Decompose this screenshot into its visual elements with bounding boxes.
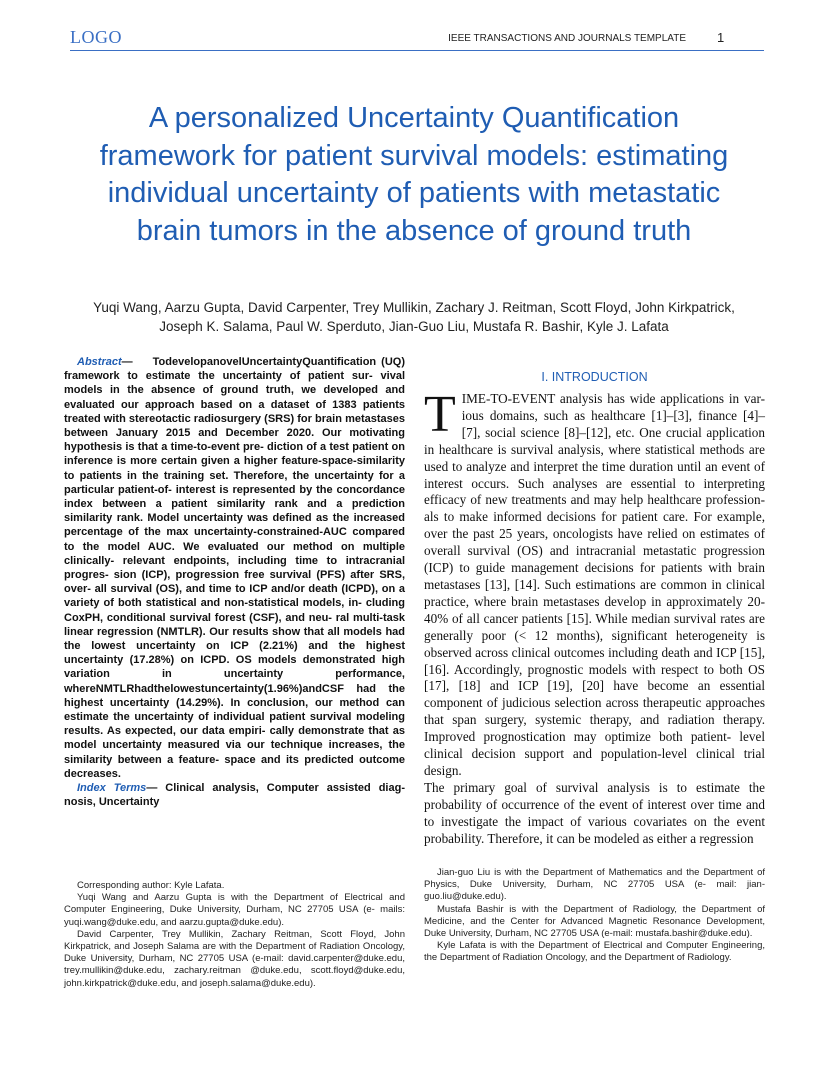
intro-lead-words: IME-TO-EVENT (461, 391, 556, 406)
journal-logo: LOGO (70, 27, 122, 47)
drop-cap: T (424, 386, 456, 443)
footnotes-right (424, 867, 765, 965)
intro-text-1: analysis has wide applications in var- ious domains, such as healthcare [1]–[3], finance [4]– [7], social science [8]–[12], etc. One crucial application in healthcare is survival analysis, where statistical methods are used to analyze and interpret the time duration until an event of interest occurs. Such analyses are essential to interpreting efficacy of new treatments and may help healthcare profession- als to make informed decisions for patient care. For example, over the past 25 years, oncologists have relied on estimates of overall survival (OS) and intracranial metastatic progression (ICP) to guide management decisions for patients with brain metastases [13], [14]. Such estimations are common in clinical practice, where brain metastases develop in approximately 20- 40% of all cancer patients [15]. While median survival rates are generally poor (< 12 months), significant heterogeneity is observed across clinical outcomes including death and ICP [15], [16]. Accordingly, prognostic models with respect to both OS [17], [18] and ICP [19], [20] have become an essential component of judicious selection across therapeutic approaches that span surgery, systemic therapy, and radiation therapy. Improved prognostication may optimize both patient- level clinical decision support and population-level clinical trial design. (424, 391, 765, 778)
footnote: Yuqi Wang and Aarzu Gupta is with the Department of Electrical and Computer Engineering, Duke University, Durham, NC 27705 USA (e- mails: yuqi.wang@duke.edu, and aarzu.gupta@duke.edu). (64, 892, 405, 928)
intro-paragraph-1 (424, 386, 765, 780)
index-terms (64, 781, 405, 809)
intro-paragraph-2: The primary goal of survival analysis is to estimate the probability of occurrence of the event of interest over time and to investigate the impact of various covariates on the event probability. Therefore, it can be modeled as either a regression (424, 779, 765, 846)
index-terms-dash: — (146, 782, 158, 795)
paper-title: A personalized Uncertainty Quantification framework for patient survival models: estimating individual uncertainty of patients with metastatic brain tumors in the absence of ground truth (99, 102, 729, 247)
header-rule (70, 50, 764, 51)
footnote: Jian-guo Liu is with the Department of Mathematics and the Department of Physics, Duke University, Durham, NC 27705 USA (e- mail: jian-guo.liu@duke.edu). (424, 867, 765, 903)
footnotes-left (64, 880, 405, 990)
abstract-text: TodevelopanovelUncertaintyQuantification (UQ) framework to estimate the uncertainty of patient sur- vival models in the absence of ground truth, we developed and evaluated our approach based on a dataset of 1383 patients treated with stereotactic radiosurgery (SRS) for brain metastases between January 2015 and December 2020. Our motivating hypothesis is that a time-to-event pre- diction of a test patient on inference is more certain given a higher feature-space-similarity to patients in the training set. Therefore, the uncertainty for a particular patient-of- interest is represented by the concordance index between a patient similarity rank and a prediction similarity rank. Model uncertainty was defined as the increased percentage of the max uncertainty-constrained-AUC compared to the model AUC. We evaluated our method on multiple clinically- relevant endpoints, including time to intracranial progres- sion (ICP), progression free survival (PFS) after SRS, over- all survival (OS), and time to ICP and/or death (ICPD), on a variety of both statistical and non-statistical models, in- cluding CoxPH, conditional survival forest (CSF), and neu- ral multi-task linear regression (NMTLR). Our results show that all models had the lowest uncertainty on ICP (2.21%) and the highest uncertainty (17.28%) on ICPD. OS models demonstrated high variation in uncertainty performance, whereNMTLRhadthelowestuncertainty(1.96%)andCSF had the highest uncertainty (14.29%). In conclusion, our method can estimate the uncertainty of individual patient survival modeling results. As expected, our data empiri- cally demonstrate that as model uncertainty measured via our technique increases, the similarity between a feature- space and its predicted outcome decreases. (64, 356, 405, 780)
left-column (64, 355, 405, 810)
author-list: Yuqi Wang, Aarzu Gupta, David Carpenter, Trey Mullikin, Zachary J. Reitman, Scott Floyd, John Kirkpatrick, Joseph K. Salama, Paul W. Sperduto, Jian-Guo Liu, Mustafa R. Bashir, Kyle J. Lafata (93, 300, 735, 334)
footnote: Kyle Lafata is with the Department of Electrical and Computer Engineering, the Department of Radiation Oncology, and the Department of Radiology. (424, 940, 765, 964)
abstract (64, 355, 405, 781)
abstract-label: Abstract (77, 356, 122, 368)
page-number: 1 (717, 30, 725, 45)
right-column (424, 370, 765, 847)
index-terms-label: Index Terms (77, 782, 147, 795)
index-terms-text: Clinical analysis, Computer assisted diag- nosis, Uncertainty (64, 782, 405, 809)
section-heading-introduction: I. INTRODUCTION (541, 370, 648, 384)
footnote: Corresponding author: Kyle Lafata. (77, 880, 225, 891)
footnote: David Carpenter, Trey Mullikin, Zachary Reitman, Scott Floyd, John Kirkpatrick, and Joseph Salama are with the Department of Radiation Oncology, Duke University, Durham, NC 27705 USA (e-mail: david.carpenter@duke.edu, trey.mullikin@duke.edu, zachary.reitman @duke.edu, scott.floyd@duke.edu, john.kirkpatrick@duke.edu, and joseph.salama@duke.edu). (64, 928, 405, 989)
abstract-dash: — (121, 356, 133, 368)
footnote: Mustafa Bashir is with the Department of Radiology, the Department of Medicine, and the Center for Advanced Magnetic Resonance Development, Duke University, Durham, NC 27705 USA (e-mail: mustafa.bashir@duke.edu). (424, 903, 765, 940)
running-head: IEEE TRANSACTIONS AND JOURNALS TEMPLATE (448, 33, 686, 44)
